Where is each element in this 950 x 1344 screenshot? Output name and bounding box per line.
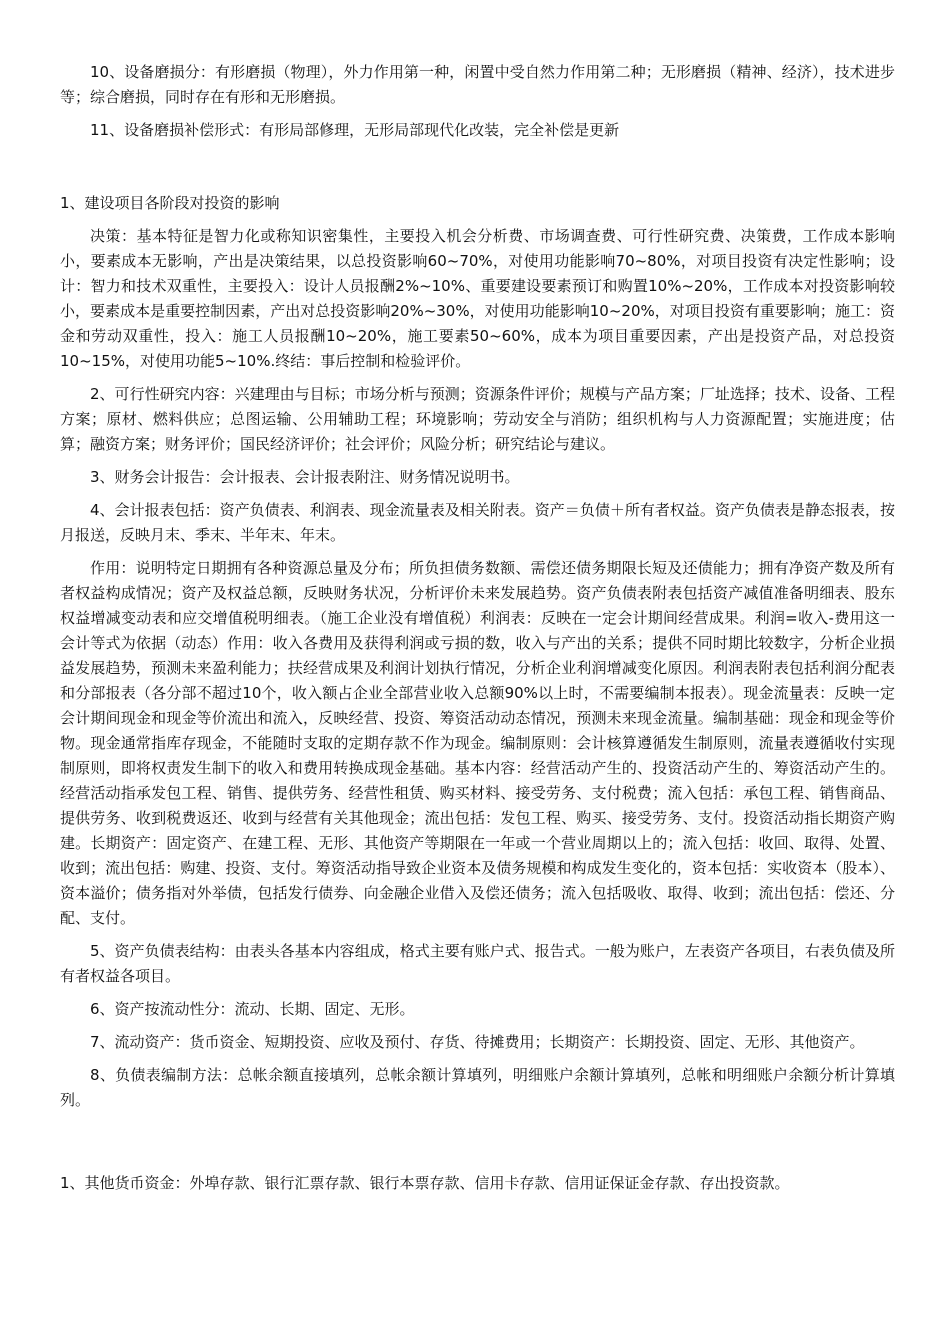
paragraph-equipment-wear-compensation: 11、设备磨损补偿形式：有形局部修理，无形局部现代化改装，完全补偿是更新 <box>90 121 620 139</box>
paragraph-accounting-statements: 4、会计报表包括：资产负债表、利润表、现金流量表及相关附表。资产＝负债＋所有者权益。资产负债表是静态报表，按月报送，反映月末、季末、半年末、年末。 <box>60 501 895 544</box>
document-page <box>60 60 895 1196</box>
paragraph-statement-functions: 作用：说明特定日期拥有各种资源总量及分布；所负担债务数额、需偿还债务期限长短及还债能力；拥有净资产数及所有者权益构成情况；资产及权益总额，反映财务状况，分析评价未来发展趋势。资产负债表附表包括资产减值准备明细表、股东权益增减变动表和应交增值税明细表。（施工企业没有增值税）利润表：反映在一定会计期间经营成果。利润=收入-费用这一会计等式为依据（动态）作用：收入各费用及获得利润或亏损的数，收入与产出的关系；提供不同时期比较数字，分析企业损益发展趋势，预测未来盈利能力；扶经营成果及利润计划执行情况，分析企业利润增减变化原因。利润表附表包括利润分配表和分部报表（各分部不超过10个，收入额占企业全部营业收入总额90%以上时，不需要编制本报表）。现金流量表：反映一定会计期间现金和现金等价流出和流入，反映经营、投资、筹资活动动态情况，预测未来现金流量。编制基础：现金和现金等价物。现金通常指库存现金，不能随时支取的定期存款不作为现金。编制原则：会计核算遵循发生制原则，流量表遵循收付实现制原则，即将权责发生制下的收入和费用转换成现金基础。基本内容：经营活动产生的、投资活动产生的、筹资活动产生的。经营活动指承发包工程、销售、提供劳务、经营性租赁、购买材料、接受劳务、支付税费；流入包括：承包工程、销售商品、提供劳务、收到税费返还、收到与经营有关其他现金；流出包括：发包工程、购买、接受劳务、支付。投资活动指长期资产购建。长期资产：固定资产、在建工程、无形、其他资产等期限在一年或一个营业周期以上的；流入包括：收回、取得、处置、收到；流出包括：购建、投资、支付。筹资活动指导致企业资本及债务规模和构成发生变化的，资本包括：实收资本（股本）、资本溢价；债务指对外举债，包括发行债券、向金融企业借入及偿还债务；流入包括吸收、取得、收到；流出包括：偿还、分配、支付。 <box>60 559 895 927</box>
paragraph-feasibility-study: 2、可行性研究内容：兴建理由与目标；市场分析与预测；资源条件评价；规模与产品方案；厂址选择；技术、设备、工程方案；原材、燃料供应；总图运输、公用辅助工程；环境影响；劳动安全与消防；组织机构与人力资源配置；实施进度；估算；融资方案；财务评价；国民经济评价；社会评价；风险分析；研究结论与建议。 <box>60 385 895 453</box>
section-heading-investment-impact: 1、建设项目各阶段对投资的影响 <box>60 194 280 212</box>
paragraph-balance-sheet-structure: 5、资产负债表结构：由表头各基本内容组成，格式主要有账户式、报告式。一般为账户，左表资产各项目，右表负债及所有者权益各项目。 <box>60 942 895 985</box>
paragraph-other-monetary-funds: 1、其他货币资金：外埠存款、银行汇票存款、银行本票存款、信用卡存款、信用证保证金存款、存出投资款。 <box>60 1174 790 1192</box>
paragraph-equipment-wear-types: 10、设备磨损分：有形磨损（物理），外力作用第一种，闲置中受自然力作用第二种；无形磨损（精神、经济），技术进步等；综合磨损，同时存在有形和无形磨损。 <box>60 63 895 106</box>
paragraph-balance-sheet-methods: 8、负债表编制方法：总帐余额直接填列，总帐余额计算填列，明细账户余额计算填列，总帐和明细账户余额分析计算填列。 <box>60 1066 895 1109</box>
paragraph-asset-liquidity: 6、资产按流动性分：流动、长期、固定、无形。 <box>90 1000 415 1018</box>
paragraph-financial-report: 3、财务会计报告：会计报表、会计报表附注、财务情况说明书。 <box>90 468 520 486</box>
paragraph-current-assets: 7、流动资产：货币资金、短期投资、应收及预付、存货、待摊费用；长期资产：长期投资、固定、无形、其他资产。 <box>90 1033 865 1051</box>
paragraph-stage-impact: 决策：基本特征是智力化或称知识密集性，主要投入机会分析费、市场调查费、可行性研究费、决策费，工作成本影响小，要素成本无影响，产出是决策结果，以总投资影响60~70%，对使用功能影响70~80%，对项目投资有决定性影响；设计：智力和技术双重性，主要投入：设计人员报酬2%~10%、重要建设要素预订和购置10%~20%，工作成本对投资影响较小，要素成本是重要控制因素，产出对总投资影响20%~30%，对使用功能影响10~20%，对项目投资有重要影响；施工：资金和劳动双重性，投入：施工人员报酬10~20%，施工要素50~60%，成本为项目重要因素，产出是投资产品，对总投资10~15%，对使用功能5~10%.终结：事后控制和检验评价。 <box>60 227 895 370</box>
